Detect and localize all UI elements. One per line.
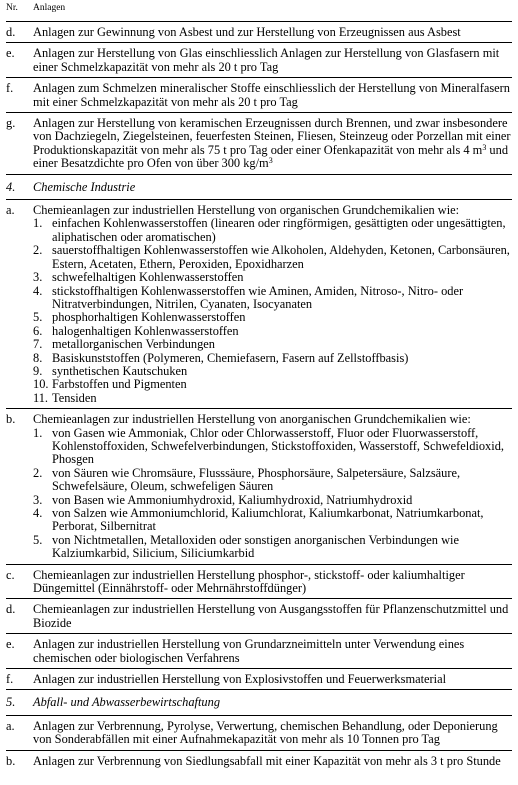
table-row-4d <box>6 599 512 634</box>
table-row-3f <box>6 78 512 113</box>
row-number: b. <box>6 753 16 768</box>
list-item: 1. einfachen Kohlenwasserstoffen (linearen oder ringförmigen, gesättigten oder ungesättigten, aliphatischen oder aromatischen) <box>33 216 506 244</box>
row-text <box>33 117 512 171</box>
table-row-3d <box>6 22 512 43</box>
row-number: e. <box>6 46 15 61</box>
list-item: 10. Farbstoffen und Pigmenten <box>33 377 187 392</box>
table-row-5b <box>6 751 512 771</box>
row-text: Anlagen zur Verbrennung, Pyrolyse, Verwertung, chemischen Behandlung, oder Deponierung von Sonderabfällen mit einer Aufnahmekapazität von mehr als 10 Tonnen pro Tag <box>33 718 498 747</box>
list-item: 6. halogenhaltigen Kohlenwasserstoffen <box>33 323 239 338</box>
row-text-part-a: Anlagen zur Herstellung von keramischen Erzeugnissen durch Brennen, und zwar insbesondere von Dachziegeln, Ziegelsteinen, feuerfesten Steinen, Fliesen, Steinzeug oder Porzellan mit einer Produktionskapazität von mehr als 75 t pro Tag oder einer Ofenkapazität von mehr als 4 m <box>33 116 511 157</box>
row-text: Chemieanlagen zur industriellen Herstellung von Ausgangsstoffen für Pflanzenschutzmittel und Biozide <box>33 602 509 630</box>
section-number: 5. <box>6 695 16 710</box>
numbered-list <box>33 217 512 405</box>
row-number: c. <box>6 567 15 582</box>
row-number: f. <box>6 672 14 687</box>
section-heading-5 <box>6 690 512 715</box>
list-item: 2. sauerstoffhaltigen Kohlenwasserstoffen wie Alkoholen, Aldehyden, Ketonen, Carbonsäuren, Estern, Acetaten, Ethern, Peroxiden, Epoxidharzen <box>33 243 510 271</box>
list-item: 1. von Gasen wie Ammoniak, Chlor oder Chlorwasserstoff, Fluor oder Fluorwasserstoff, Kohlenstoffoxiden, Schwefelverbindungen, Stickstoffoxiden, Wasserstoff, Schwefeldioxid, Phosgen <box>33 425 504 467</box>
row-number: f. <box>6 81 14 96</box>
table-row-4b <box>6 409 512 564</box>
row-intro: Chemieanlagen zur industriellen Herstellung von organischen Grundchemikalien wie: <box>33 203 460 218</box>
row-intro: Chemieanlagen zur industriellen Herstellung von anorganischen Grundchemikalien wie: <box>33 412 471 427</box>
row-number: d. <box>6 25 16 39</box>
header-nr: Nr. <box>6 3 18 13</box>
row-number: a. <box>6 203 15 218</box>
row-number: b. <box>6 412 16 427</box>
row-text: Chemieanlagen zur industriellen Herstellung phosphor-, stickstoff- oder kaliumhaltiger Düngemittel (Einnährstoff- oder Mehrnährstoffdünger) <box>33 567 465 596</box>
list-item: 5. phosphorhaltigen Kohlenwasserstoffen <box>33 310 246 325</box>
table-row-4c <box>6 565 512 600</box>
list-item: 7. metallorganischen Verbindungen <box>33 337 215 352</box>
superscript-3: 3 <box>482 142 487 152</box>
list-item: 11. Tensiden <box>33 390 97 405</box>
row-number: e. <box>6 637 15 652</box>
table-row-5a <box>6 716 512 751</box>
row-text: Anlagen zur Verbrennung von Siedlungsabfall mit einer Kapazität von mehr als 3 t pro Stunde <box>33 753 501 768</box>
row-text-part-b: und einer Besatzdichte pro Ofen von über 300 kg/m <box>33 142 509 171</box>
row-text: Anlagen zur industriellen Herstellung von Grundarzneimitteln unter Verwendung eines chemischen oder biologischen Verfahrens <box>33 637 465 665</box>
table-header <box>6 0 512 22</box>
table-row-4e <box>6 634 512 669</box>
section-number: 4. <box>6 179 16 194</box>
section-heading-4 <box>6 175 512 200</box>
list-item: 4. stickstoffhaltigen Kohlenwasserstoffen wie Aminen, Amiden, Nitroso-, Nitro- oder Nitratverbindungen, Nitrilen, Cyanaten, Isocyanaten <box>33 283 464 311</box>
row-number: d. <box>6 602 16 617</box>
row-text: Anlagen zur Gewinnung von Asbest und zur Herstellung von Erzeugnissen aus Asbest <box>33 25 461 39</box>
row-text: Anlagen zum Schmelzen mineralischer Stoffe einschliesslich der Herstellung von Mineralfasern mit einer Schmelzkapazität von mehr als 20 t pro Tag <box>33 81 511 109</box>
header-title: Anlagen <box>33 3 66 13</box>
row-text: Anlagen zur Herstellung von Glas einschliesslich Anlagen zur Herstellung von Glasfasern mit einer Schmelzkapazität von mehr als 20 t pro Tag <box>33 46 500 74</box>
row-number: a. <box>6 718 15 733</box>
list-item: 9. synthetischen Kautschuken <box>33 363 188 378</box>
row-number: g. <box>6 116 16 131</box>
table-row-3e <box>6 43 512 78</box>
list-item: 3. von Basen wie Ammoniumhydroxid, Kaliumhydroxid, Natriumhydroxid <box>33 492 413 507</box>
table-row-4a <box>6 200 512 409</box>
list-item: 8. Basiskunststoffen (Polymeren, Chemiefasern, Fasern auf Zellstoffbasis) <box>33 350 409 365</box>
list-item: 2. von Säuren wie Chromsäure, Flusssäure, Phosphorsäure, Salpetersäure, Salzsäure, Schwefelsäure, Oleum, schwefeligen Säuren <box>33 465 461 494</box>
table-row-3g <box>6 113 512 175</box>
table-row-4f <box>6 669 512 690</box>
superscript-3: 3 <box>268 156 273 166</box>
numbered-list <box>33 427 512 561</box>
list-item: 4. von Salzen wie Ammoniumchlorid, Kaliumchlorat, Kaliumkarbonat, Natriumkarbonat, Perborat, Silbernitrat <box>33 506 484 534</box>
row-text: Anlagen zur industriellen Herstellung von Explosivstoffen und Feuerwerksmaterial <box>33 672 447 687</box>
list-item: 5. von Nichtmetallen, Metalloxiden oder sonstigen anorganischen Verbindungen wie Kalziumkarbid, Silicium, Siliciumkarbid <box>33 532 459 561</box>
section-title: Abfall- und Abwasserbewirtschaftung <box>33 695 221 710</box>
section-title: Chemische Industrie <box>33 179 136 194</box>
list-item: 3. schwefelhaltigen Kohlenwasserstoffen <box>33 270 244 285</box>
